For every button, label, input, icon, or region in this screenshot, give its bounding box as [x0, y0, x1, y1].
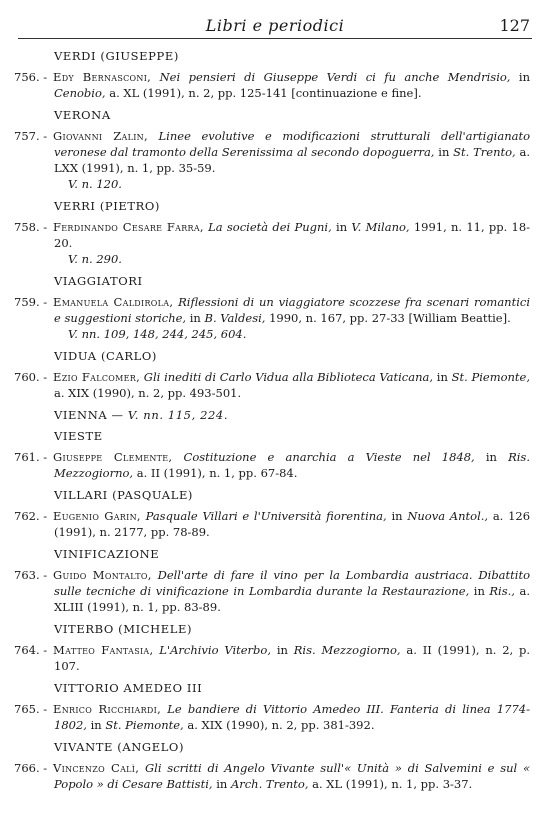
- heading-text: VERONA: [54, 108, 111, 122]
- entry-number: 763. -: [14, 568, 48, 582]
- entry-journal: Ris.,: [489, 584, 515, 598]
- section-heading: [14, 48, 530, 64]
- heading-text: VIESTE: [54, 429, 103, 443]
- section-heading: [14, 621, 530, 637]
- section: [14, 348, 530, 401]
- entry-in: in: [216, 777, 228, 791]
- section-heading: [14, 739, 530, 755]
- entry-details: a. XLIII (1991), n. 1, pp. 83-89.: [54, 584, 530, 614]
- bibliography-entry: [14, 701, 530, 733]
- section-heading: [14, 273, 530, 289]
- entry-journal: St. Piemonte,: [451, 370, 531, 384]
- entry-text: [54, 701, 530, 733]
- entry-journal: B. Valdesi,: [204, 311, 266, 325]
- entry-title: Riflessioni di un viaggiatore scozzese fra scenari romantici e suggestioni storiche,: [54, 295, 530, 325]
- entry-text: [54, 449, 530, 481]
- entry-title: Le bandiere di Vittorio Amedeo III. Fanteria di linea 1774-1802,: [54, 702, 530, 732]
- entry-text: [54, 128, 530, 176]
- entry-details: a. XL (1991), n. 1, pp. 3-37.: [312, 777, 473, 791]
- entry-number: 766. -: [14, 761, 48, 775]
- entry-in: in: [438, 145, 450, 159]
- entry-number: 762. -: [14, 509, 48, 523]
- cross-reference: V. n. 290.: [68, 252, 122, 266]
- section-heading: [14, 546, 530, 562]
- section-heading: [14, 348, 530, 364]
- heading-text: VITERBO (MICHELE): [54, 622, 193, 636]
- entry-title: Dell'arte di fare il vino per la Lombardia austriaca. Dibattito sulle tecniche di vinificazione in Lombardia durante la Restaurazione,: [54, 568, 530, 598]
- bibliography-entry: [14, 508, 530, 540]
- cross-reference: V. nn. 109, 148, 244, 245, 604.: [68, 327, 247, 341]
- entry-author: Eugenio Garin,: [53, 509, 141, 523]
- entry-details: a. 126 (1991), n. 2177, pp. 78-89.: [54, 509, 531, 539]
- bibliography-entry: [14, 760, 530, 792]
- entry-in: in: [518, 70, 531, 84]
- heading-text: VERRI (PIETRO): [54, 199, 161, 213]
- entry-number: 758. -: [14, 220, 48, 234]
- entry-in: in: [336, 220, 348, 234]
- section: [14, 407, 530, 423]
- entry-in: in: [436, 370, 448, 384]
- bibliography-entry: [14, 369, 530, 401]
- bibliography-entry: [14, 567, 530, 615]
- section: [14, 739, 530, 792]
- entries-list: [14, 48, 530, 798]
- entry-title: Pasquale Villari e l'Università fiorentina,: [145, 509, 387, 523]
- entry-text: [54, 369, 530, 401]
- heading-text: VIAGGIATORI: [54, 274, 143, 288]
- entry-title: La società dei Pugni,: [208, 220, 332, 234]
- entry-author: Ferdinando Cesare Farra,: [53, 220, 204, 234]
- entry-title: L'Archivio Viterbo,: [159, 643, 271, 657]
- entry-text: [54, 760, 530, 792]
- entry-details: 1990, n. 167, pp. 27-33 [William Beattie].: [269, 311, 511, 325]
- heading-text: VIVANTE (ANGELO): [54, 740, 185, 754]
- entry-details: a. XIX (1990), n. 2, pp. 493-501.: [54, 386, 242, 400]
- running-header: [18, 14, 532, 39]
- entry-details: a. XL (1991), n. 2, pp. 125-141 [continuazione e fine].: [109, 86, 422, 100]
- entry-journal: Arch. Trento,: [230, 777, 309, 791]
- entry-title: Costituzione e anarchia a Vieste nel 1848,: [183, 450, 475, 464]
- section: [14, 680, 530, 733]
- section: [14, 546, 530, 615]
- section-heading: [14, 487, 530, 503]
- entry-author: Edy Bernasconi,: [53, 70, 152, 84]
- section: [14, 273, 530, 342]
- entry-in: in: [276, 643, 288, 657]
- entry-details: 1991, n. 11, pp. 18-20.: [54, 220, 531, 250]
- heading-text: VILLARI (PASQUALE): [54, 488, 194, 502]
- entry-author: Giuseppe Clemente,: [53, 450, 173, 464]
- cross-reference: V. n. 120.: [68, 177, 122, 191]
- entry-text: [54, 69, 530, 101]
- entry-in: in: [391, 509, 403, 523]
- entry-number: 756. -: [14, 70, 48, 84]
- cross-reference: — V. nn. 115, 224.: [111, 408, 229, 422]
- entry-details: a. XIX (1990), n. 2, pp. 381-392.: [187, 718, 375, 732]
- entry-text: [54, 294, 530, 326]
- entry-title: Gli inediti di Carlo Vidua alla Biblioteca Vaticana,: [143, 370, 434, 384]
- entry-journal: St. Trento,: [453, 145, 516, 159]
- entry-number: 765. -: [14, 702, 48, 716]
- entry-journal: Ris. Mezzogiorno,: [54, 450, 530, 480]
- section-heading: [14, 407, 530, 423]
- entry-number: 761. -: [14, 450, 48, 464]
- entry-author: Ezio Falcomer,: [53, 370, 141, 384]
- entry-details: a. II (1991), n. 1, pp. 67-84.: [136, 466, 298, 480]
- entry-details: a. II (1991), n. 2, p. 107.: [54, 643, 531, 673]
- page-number: 127: [499, 16, 530, 35]
- entry-details: a. LXX (1991), n. 1, pp. 35-59.: [54, 145, 530, 175]
- entry-title: Gli scritti di Angelo Vivante sull'« Unità » di Salvemini e sul « Popolo » di Cesare Battisti,: [54, 761, 531, 791]
- entry-journal: Cenobio,: [54, 86, 106, 100]
- entry-author: Giovanni Zalin,: [53, 129, 148, 143]
- heading-text: VERDI (GIUSEPPE): [54, 49, 179, 63]
- section: [14, 198, 530, 267]
- bibliography-entry: [14, 449, 530, 481]
- heading-text: VITTORIO AMEDEO III: [54, 681, 203, 695]
- entry-in: in: [189, 311, 201, 325]
- entry-number: 757. -: [14, 129, 48, 143]
- section: [14, 428, 530, 481]
- heading-text: VIENNA: [54, 408, 108, 422]
- section: [14, 107, 530, 192]
- heading-text: VIDUA (CARLO): [54, 349, 157, 363]
- entry-journal: Nuova Antol.,: [407, 509, 489, 523]
- entry-text: [54, 642, 530, 674]
- running-title: Libri e periodici: [205, 16, 345, 35]
- entry-journal: V. Milano,: [351, 220, 410, 234]
- bibliography-entry: [14, 128, 530, 192]
- entry-number: 764. -: [14, 643, 48, 657]
- bibliography-entry: [14, 294, 530, 342]
- entry-title: Nei pensieri di Giuseppe Verdi ci fu anche Mendrisio,: [159, 70, 511, 84]
- entry-author: Guido Montalto,: [53, 568, 152, 582]
- section-heading: [14, 428, 530, 444]
- entry-author: Emanuela Caldirola,: [53, 295, 174, 309]
- entry-author: Enrico Ricchiardi,: [53, 702, 162, 716]
- section-heading: [14, 107, 530, 123]
- entry-journal: Ris. Mezzogiorno,: [293, 643, 401, 657]
- entry-in: in: [473, 584, 485, 598]
- section-heading: [14, 198, 530, 214]
- entry-journal: St. Piemonte,: [105, 718, 184, 732]
- entry-number: 759. -: [14, 295, 48, 309]
- bibliography-entry: [14, 219, 530, 267]
- bibliography-entry: [14, 642, 530, 674]
- entry-number: 760. -: [14, 370, 48, 384]
- section-heading: [14, 680, 530, 696]
- entry-text: [54, 219, 530, 251]
- entry-text: [54, 567, 530, 615]
- entry-title: Linee evolutive e modificazioni strutturali dell'artigianato veronese dal tramonto della Serenissima al secondo dopoguerra,: [54, 129, 531, 159]
- heading-text: VINIFICAZIONE: [54, 547, 160, 561]
- section: [14, 621, 530, 674]
- entry-author: Matteo Fantasia,: [53, 643, 154, 657]
- bibliography-entry: [14, 69, 530, 101]
- section: [14, 487, 530, 540]
- entry-text: [54, 508, 530, 540]
- section: [14, 48, 530, 101]
- entry-author: Vincenzo Calì,: [53, 761, 140, 775]
- entry-in: in: [485, 450, 497, 464]
- entry-in: in: [90, 718, 102, 732]
